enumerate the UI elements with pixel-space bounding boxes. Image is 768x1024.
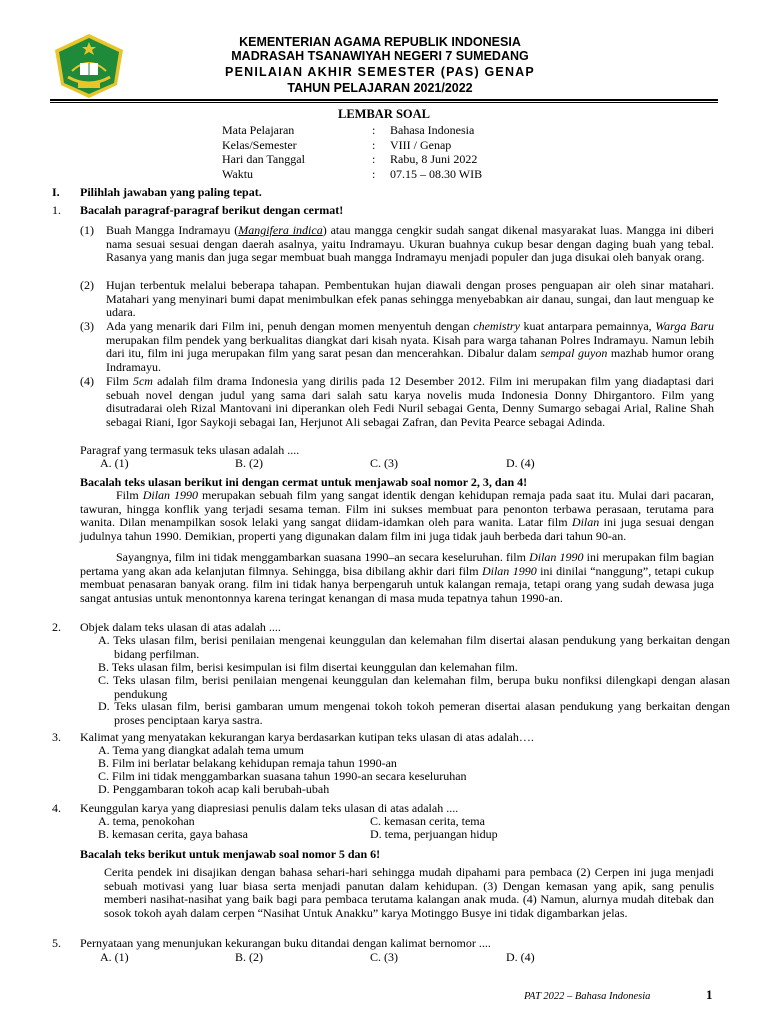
q1-paragraph-3: Ada yang menarik dari Film ini, penuh dengan momen menyentuh dengan chemistry kuat antarpara pemainnya, Warga Baru merupakan film pendek yang berkualitas diangkat dari kisah nyata. Kisah para warga tahanan Polres Indramayu. Namun lebih dari itu, film ini juga merupakan film yang sarat pesan dan mencerahkan. Dibalur dalam sempal guyon mazhab humor orang Indramayu. xyxy=(106,319,714,374)
page-footer: PAT 2022 – Bahasa Indonesia xyxy=(524,991,651,1002)
section-instruction: Pilihlah jawaban yang paling tepat. xyxy=(80,185,262,199)
header-rule xyxy=(50,99,718,103)
q4-question: Keunggulan karya yang diapresiasi penulis dalam teks ulasan di atas adalah .... xyxy=(80,801,459,815)
q4-option-c[interactable]: C. kemasan cerita, tema xyxy=(370,814,485,828)
q5-option-c[interactable]: C. (3) xyxy=(370,950,398,964)
q1-paragraph-2: Hujan terbentuk melalui beberapa tahapan. Pembentukan hujan diawali dengan proses penguapan air oleh sinar matahari. Matahari yang menyinari bumi dapat menimbulkan efek panas sehingga menyebabkan air danau, sungai, dan laut menguap ke udara. xyxy=(106,278,714,320)
q1-options xyxy=(100,457,535,471)
q2-option-b[interactable]: B. Teks ulasan film, berisi kesimpulan isi film disertai keunggulan dan kelemahan film. xyxy=(98,660,518,674)
q2-question: Objek dalam teks ulasan di atas adalah .... xyxy=(80,620,281,634)
q2-option-c[interactable]: C. Teks ulasan film, berisi penilaian mengenai keunggulan dan kelemahan film, berupa buku nonfiksi dilengkapi dengan alasan pendukung xyxy=(98,673,730,701)
q1-p2-number: (2) xyxy=(80,278,94,292)
q5-option-d[interactable]: D. (4) xyxy=(506,950,535,964)
q4-option-b[interactable]: B. kemasan cerita, gaya bahasa xyxy=(98,827,248,841)
exam-info xyxy=(222,124,482,183)
q5-option-a[interactable]: A. (1) xyxy=(100,950,129,964)
header-ministry: KEMENTERIAN AGAMA REPUBLIK INDONESIA xyxy=(239,35,521,49)
reading2-instruction: Bacalah teks berikut untuk menjawab soal nomor 5 dan 6! xyxy=(80,847,381,861)
q1-instruction: Bacalah paragraf-paragraf berikut dengan cermat! xyxy=(80,203,344,217)
q4-number: 4. xyxy=(52,801,61,815)
q5-number: 5. xyxy=(52,936,61,950)
q4-option-a[interactable]: A. tema, penokohan xyxy=(98,814,195,828)
info-row-subject: Mata Pelajaran : Bahasa Indonesia xyxy=(222,123,475,137)
reading1-instruction: Bacalah teks ulasan berikut ini dengan cermat untuk menjawab soal nomor 2, 3, dan 4! xyxy=(80,475,528,489)
q1-paragraph-1: Buah Mangga Indramayu (Mangifera indica) atau mangga cengkir sudah sangat dikenal masyarakat luas. Mangga ini diberi nama sesuai sesuai dengan daerah asalnya, yaitu Indramayu. Ukuran buahnya cukup besar dengan daging buah yang tebal. Rasanya yang manis dan juga segar membuat buah mangga Indramayu menjadi populer dan juga disukai oleh banyak orang. xyxy=(106,223,714,265)
q3-number: 3. xyxy=(52,730,61,744)
q1-option-c[interactable]: C. (3) xyxy=(370,456,398,470)
reading1-paragraph-1: Film Dilan 1990 merupakan sebuah film yang sangat identik dengan kehidupan remaja pada saat itu. Mulai dari pacaran, tawuran, hingga konflik yang terjadi sesama teman. Film ini sukses membuat para penonton terbawa perasaan, terutama para wanita. Dilan menampilkan sosok lelaki yang sangat diidam-idamkan oleh para wanita. Latar film Dilan ini juga sesuai dengan judulnya tahun 1990. Demikian, properti yang digunakan dalam film ini juga tidak jauh berbeda dari tahun 90-an. xyxy=(80,488,715,543)
info-row-class: Kelas/Semester : VIII / Genap xyxy=(222,137,452,152)
reading2-text: Cerita pendek ini disajikan dengan bahasa sehari-hari sehingga mudah dipahami para pembaca (2) Cerpen ini juga menjadi sebuah motivasi yang luar biasa serta menjadi panutan dalam kehidupan. (3) Dengan kemasan yang apik, sang penulis memberi nasihat-nasihat yang baik bagi para pembaca terutama kalangan anak muda. (4) Namun, alurnya mudah ditebak dan sosok tokoh ayah dalam cerpen “Nasihat Untuk Anakku” karya Motinggo Busye ini tidak digambarkan jelas. xyxy=(104,865,714,920)
q1-p1-number: (1) xyxy=(80,223,94,237)
section-number: I. xyxy=(52,185,60,199)
header-exam: PENILAIAN AKHIR SEMESTER (PAS) GENAP xyxy=(225,65,535,79)
q3-question: Kalimat yang menyatakan kekurangan karya berdasarkan kutipan teks ulasan di atas adalah…. xyxy=(80,730,534,744)
q1-number: 1. xyxy=(52,203,61,217)
q1-option-d[interactable]: D. (4) xyxy=(506,456,535,470)
q2-option-d[interactable]: D. Teks ulasan film, berisi gambaran umum mengenai tokoh tokoh pemeran disertai alasan pendukung yang berkaitan dengan proses penciptaan karya sastra. xyxy=(98,699,730,727)
q1-p4-number: (4) xyxy=(80,374,94,388)
q3-option-a[interactable]: A. Tema yang diangkat adalah tema umum xyxy=(98,743,304,757)
q2-option-a[interactable]: A. Teks ulasan film, berisi penilaian mengenai keunggulan dan kelemahan film disertai alasan pendukung yang berkaitan dengan bidang perfilman. xyxy=(98,633,730,661)
q2-number: 2. xyxy=(52,620,61,634)
q5-options xyxy=(100,951,535,965)
q3-option-d[interactable]: D. Penggambaran tokoh acap kali berubah-ubah xyxy=(98,782,330,796)
header-school: MADRASAH TSANAWIYAH NEGERI 7 SUMEDANG xyxy=(231,49,529,63)
q1-question: Paragraf yang termasuk teks ulasan adalah .... xyxy=(80,443,300,457)
info-row-date: Hari dan Tanggal : Rabu, 8 Juni 2022 xyxy=(222,152,478,167)
q1-option-a[interactable]: A. (1) xyxy=(100,456,129,470)
info-row-time: Waktu : 07.15 – 08.30 WIB xyxy=(222,167,483,182)
header-year: TAHUN PELAJARAN 2021/2022 xyxy=(287,81,473,95)
q1-paragraph-4: Film 5cm adalah film drama Indonesia yang dirilis pada 12 Desember 2012. Film ini merupakan film yang diadaptasi dari sebuah novel dengan judul yang sama dari salah satu karya novelis muda Indonesia Donny Dhirgantoro. Film yang disutradarai oleh Rizal Mantovani ini diperankan oleh Fedi Nuril sebagai Genta, Denny Sumargo sebagai Arial, Raline Shah sebagai Riani, Igor Saykoji sebagai Ian, Herjunot Ali sebagai Zafran, dan Pevita Pearce sebagai Adinda. xyxy=(106,374,714,429)
q3-option-b[interactable]: B. Film ini berlatar belakang kehidupan remaja tahun 1990-an xyxy=(98,756,397,770)
q5-question: Pernyataan yang menunjukan kekurangan buku ditandai dengan kalimat bernomor .... xyxy=(80,936,491,950)
q4-option-d[interactable]: D. tema, perjuangan hidup xyxy=(370,827,498,841)
reading1-paragraph-2: Sayangnya, film ini tidak menggambarkan suasana 1990–an secara keseluruhan. film Dilan 1990 ini merupakan film bagian pertama yang akan ada kelanjutan filmnya. Sehingga, bisa dibilang akhir dari film Dilan 1990 ini dinilai “nanggung”, tetapi cukup membuat penasaran banyak orang. film ini tidak hanya berpengaruh untuk kalangan remaja, tetapi orang yang sudah dewasa juga sangat antusias untuk menontonnya karena teringat kenangan di masa muda tepatnya tahun 1990-an. xyxy=(80,550,715,605)
page-number: 1 xyxy=(706,987,713,1002)
q1-p3-number: (3) xyxy=(80,319,94,333)
q1-option-b[interactable]: B. (2) xyxy=(235,456,263,470)
sheet-title: LEMBAR SOAL xyxy=(337,107,431,121)
q5-option-b[interactable]: B. (2) xyxy=(235,950,263,964)
q3-option-c[interactable]: C. Film ini tidak menggambarkan suasana tahun 1990-an secara keseluruhan xyxy=(98,769,467,783)
